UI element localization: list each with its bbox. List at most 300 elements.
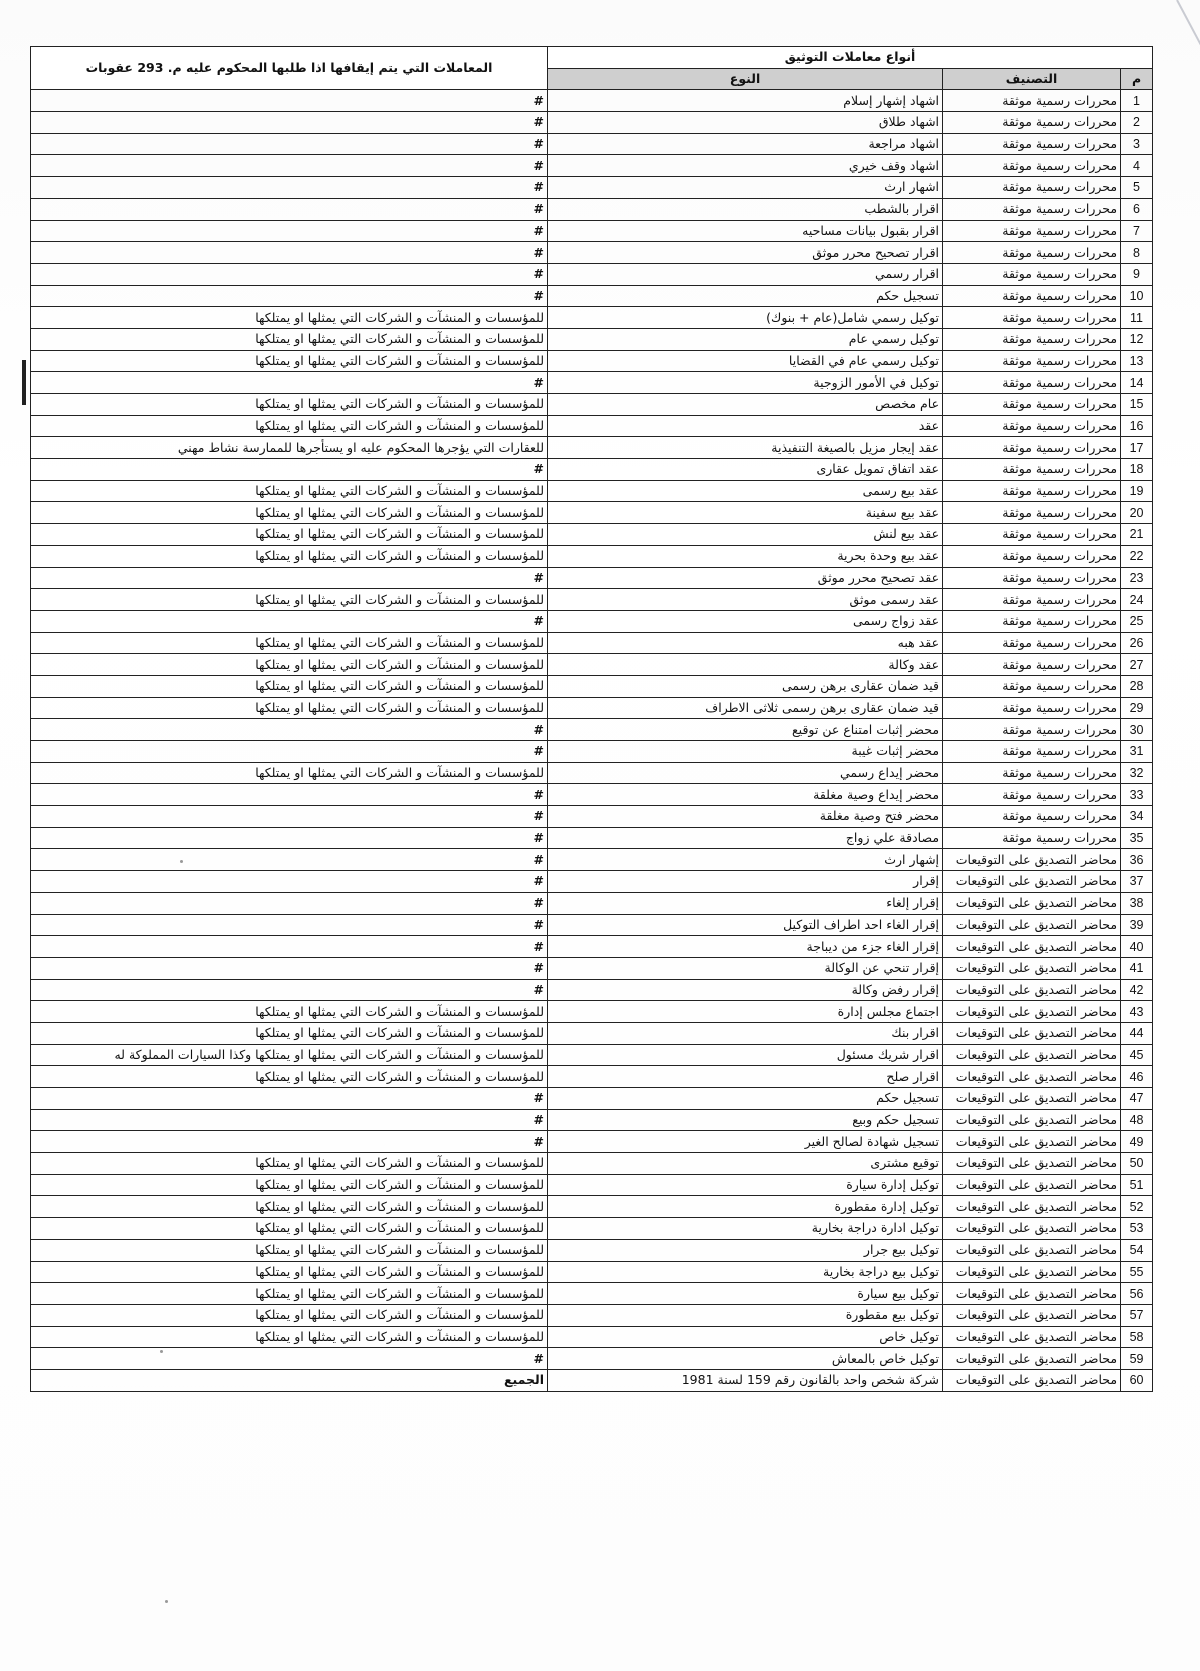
row-classification: محاضر التصديق على التوقيعات: [943, 957, 1121, 979]
row-number: 1: [1121, 90, 1153, 112]
table-row: [31, 979, 1153, 1001]
row-type: عقد بيع لنش: [548, 524, 943, 546]
row-number: 60: [1121, 1369, 1153, 1391]
table-row: [31, 936, 1153, 958]
row-classification: محررات رسمية موثقة: [943, 459, 1121, 481]
row-type: عقد رسمى موثق: [548, 589, 943, 611]
row-number: 19: [1121, 480, 1153, 502]
table-row: [31, 1326, 1153, 1348]
row-classification: محررات رسمية موثقة: [943, 480, 1121, 502]
row-type: إقرار إلغاء: [548, 892, 943, 914]
table-row: [31, 90, 1153, 112]
table-row: [31, 459, 1153, 481]
row-number: 43: [1121, 1001, 1153, 1023]
row-number: 51: [1121, 1174, 1153, 1196]
row-suspension-note: #: [31, 827, 548, 849]
table-row: [31, 263, 1153, 285]
row-number: 29: [1121, 697, 1153, 719]
table-row: [31, 1153, 1153, 1175]
row-number: 34: [1121, 806, 1153, 828]
row-classification: محررات رسمية موثقة: [943, 806, 1121, 828]
row-classification: محاضر التصديق على التوقيعات: [943, 1326, 1121, 1348]
table-row: [31, 675, 1153, 697]
row-suspension-note: للمؤسسات و المنشآت و الشركات التي يمثلها او يمتلكها: [31, 1283, 548, 1305]
row-classification: محاضر التصديق على التوقيعات: [943, 1239, 1121, 1261]
row-number: 55: [1121, 1261, 1153, 1283]
row-type: توكيل بيع دراجة بخارية: [548, 1261, 943, 1283]
table-row: [31, 784, 1153, 806]
row-number: 45: [1121, 1044, 1153, 1066]
table-row: [31, 242, 1153, 264]
table-row: [31, 697, 1153, 719]
table-row: [31, 1348, 1153, 1370]
row-number: 9: [1121, 263, 1153, 285]
row-classification: محاضر التصديق على التوقيعات: [943, 1088, 1121, 1110]
row-number: 3: [1121, 133, 1153, 155]
row-number: 37: [1121, 871, 1153, 893]
row-classification: محررات رسمية موثقة: [943, 285, 1121, 307]
row-suspension-note: للمؤسسات و المنشآت و الشركات التي يمثلها او يمتلكها: [31, 1066, 548, 1088]
table-row: [31, 524, 1153, 546]
row-number: 36: [1121, 849, 1153, 871]
row-suspension-note: للمؤسسات و المنشآت و الشركات التي يمثلها او يمتلكها: [31, 1174, 548, 1196]
row-type: قيد ضمان عقارى برهن رسمى: [548, 675, 943, 697]
types-header: أنواع معاملات التوثيق: [548, 47, 1153, 69]
row-classification: محررات رسمية موثقة: [943, 133, 1121, 155]
row-suspension-note: #: [31, 1109, 548, 1131]
row-type: اشهاد مراجعة: [548, 133, 943, 155]
row-number: 48: [1121, 1109, 1153, 1131]
table-row: [31, 480, 1153, 502]
row-type: توكيل إدارة سيارة: [548, 1174, 943, 1196]
row-type: توكيل إدارة مقطورة: [548, 1196, 943, 1218]
row-suspension-note: #: [31, 1088, 548, 1110]
row-suspension-note: #: [31, 177, 548, 199]
row-type: توقيع مشترى: [548, 1153, 943, 1175]
row-number: 41: [1121, 957, 1153, 979]
row-suspension-note: للمؤسسات و المنشآت و الشركات التي يمثلها او يمتلكها: [31, 632, 548, 654]
scan-speck: [180, 860, 183, 863]
row-number: 16: [1121, 415, 1153, 437]
row-classification: محاضر التصديق على التوقيعات: [943, 1348, 1121, 1370]
row-classification: محررات رسمية موثقة: [943, 719, 1121, 741]
row-suspension-note: #: [31, 806, 548, 828]
row-suspension-note: #: [31, 220, 548, 242]
row-number: 2: [1121, 112, 1153, 134]
row-type: توكيل ادارة دراجة بخارية: [548, 1218, 943, 1240]
table-row: [31, 1369, 1153, 1391]
table-row: [31, 892, 1153, 914]
row-number: 39: [1121, 914, 1153, 936]
row-type: توكيل بيع مقطورة: [548, 1304, 943, 1326]
row-suspension-note: للمؤسسات و المنشآت و الشركات التي يمثلها او يمتلكها: [31, 762, 548, 784]
row-classification: محررات رسمية موثقة: [943, 741, 1121, 763]
table-row: [31, 415, 1153, 437]
table-row: [31, 198, 1153, 220]
row-number: 47: [1121, 1088, 1153, 1110]
table-row: [31, 762, 1153, 784]
table-row: [31, 914, 1153, 936]
row-number: 23: [1121, 567, 1153, 589]
row-number: 40: [1121, 936, 1153, 958]
row-classification: محررات رسمية موثقة: [943, 415, 1121, 437]
row-type: إشهار ارث: [548, 849, 943, 871]
row-suspension-note: للمؤسسات و المنشآت و الشركات التي يمثلها او يمتلكها: [31, 394, 548, 416]
column-header-type: النوع: [548, 68, 943, 90]
row-classification: محررات رسمية موثقة: [943, 372, 1121, 394]
row-number: 32: [1121, 762, 1153, 784]
row-type: اقرار تصحيح محرر موثق: [548, 242, 943, 264]
table-row: [31, 1261, 1153, 1283]
table-row: [31, 177, 1153, 199]
row-suspension-note: #: [31, 90, 548, 112]
row-number: 52: [1121, 1196, 1153, 1218]
row-suspension-note: #: [31, 459, 548, 481]
row-type: محضر فتح وصية مغلقة: [548, 806, 943, 828]
row-classification: محاضر التصديق على التوقيعات: [943, 936, 1121, 958]
row-classification: محررات رسمية موثقة: [943, 827, 1121, 849]
row-classification: محاضر التصديق على التوقيعات: [943, 1283, 1121, 1305]
row-number: 17: [1121, 437, 1153, 459]
table-body: [31, 90, 1153, 1391]
table-row: [31, 827, 1153, 849]
row-type: إقرار: [548, 871, 943, 893]
row-type: توكيل رسمي عام: [548, 328, 943, 350]
row-suspension-note: للعقارات التي يؤجرها المحكوم عليه او يستأجرها للممارسة نشاط مهني: [31, 437, 548, 459]
row-number: 13: [1121, 350, 1153, 372]
table-row: [31, 719, 1153, 741]
table-row: [31, 112, 1153, 134]
row-number: 24: [1121, 589, 1153, 611]
row-number: 12: [1121, 328, 1153, 350]
table-row: [31, 545, 1153, 567]
row-type: شركة شخص واحد بالقانون رقم 159 لسنة 1981: [548, 1369, 943, 1391]
row-classification: محررات رسمية موثقة: [943, 654, 1121, 676]
row-type: اشهاد وقف خيري: [548, 155, 943, 177]
row-type: عقد إيجار مزيل بالصيغة التنفيذية: [548, 437, 943, 459]
row-classification: محاضر التصديق على التوقيعات: [943, 1218, 1121, 1240]
table-row: [31, 806, 1153, 828]
row-number: 38: [1121, 892, 1153, 914]
row-number: 31: [1121, 741, 1153, 763]
row-number: 50: [1121, 1153, 1153, 1175]
row-type: عقد بيع وحدة بحرية: [548, 545, 943, 567]
row-number: 27: [1121, 654, 1153, 676]
row-suspension-note: للمؤسسات و المنشآت و الشركات التي يمثلها او يمتلكها: [31, 589, 548, 611]
suspended-transactions-header: المعاملات التي يتم إيقافها اذا طلبها المحكوم عليه م. 293 عقوبات: [31, 47, 548, 90]
row-classification: محاضر التصديق على التوقيعات: [943, 892, 1121, 914]
row-number: 7: [1121, 220, 1153, 242]
row-suspension-note: للمؤسسات و المنشآت و الشركات التي يمثلها او يمتلكها: [31, 328, 548, 350]
row-type: اشهاد إشهار إسلام: [548, 90, 943, 112]
row-classification: محاضر التصديق على التوقيعات: [943, 1044, 1121, 1066]
row-classification: محررات رسمية موثقة: [943, 697, 1121, 719]
row-type: عقد زواج رسمى: [548, 610, 943, 632]
table-row: [31, 1218, 1153, 1240]
table-row: [31, 610, 1153, 632]
row-type: توكيل خاص: [548, 1326, 943, 1348]
row-suspension-note: #: [31, 849, 548, 871]
row-type: توكيل رسمي شامل(عام + بنوك): [548, 307, 943, 329]
row-suspension-note: للمؤسسات و المنشآت و الشركات التي يمثلها او يمتلكها: [31, 1304, 548, 1326]
row-suspension-note: #: [31, 1131, 548, 1153]
table-row: [31, 567, 1153, 589]
table-row: [31, 871, 1153, 893]
row-suspension-note: للمؤسسات و المنشآت و الشركات التي يمثلها او يمتلكها: [31, 654, 548, 676]
table-row: [31, 155, 1153, 177]
row-suspension-note: #: [31, 936, 548, 958]
row-number: 4: [1121, 155, 1153, 177]
row-classification: محررات رسمية موثقة: [943, 502, 1121, 524]
row-classification: محاضر التصديق على التوقيعات: [943, 1369, 1121, 1391]
row-number: 42: [1121, 979, 1153, 1001]
table-row: [31, 1239, 1153, 1261]
row-suspension-note: الجميع: [31, 1369, 548, 1391]
notarization-transactions-table: [30, 46, 1153, 1392]
row-classification: محررات رسمية موثقة: [943, 90, 1121, 112]
row-type: عقد اتفاق تمويل عقارى: [548, 459, 943, 481]
row-type: مصادقة علي زواج: [548, 827, 943, 849]
row-suspension-note: للمؤسسات و المنشآت و الشركات التي يمثلها او يمتلكها: [31, 675, 548, 697]
row-number: 58: [1121, 1326, 1153, 1348]
row-number: 46: [1121, 1066, 1153, 1088]
row-classification: محررات رسمية موثقة: [943, 675, 1121, 697]
row-suspension-note: #: [31, 741, 548, 763]
row-suspension-note: للمؤسسات و المنشآت و الشركات التي يمثلها او يمتلكها: [31, 1153, 548, 1175]
row-classification: محررات رسمية موثقة: [943, 589, 1121, 611]
row-type: اقرار صلح: [548, 1066, 943, 1088]
table-row: [31, 957, 1153, 979]
row-type: عقد بيع سفينة: [548, 502, 943, 524]
row-classification: محاضر التصديق على التوقيعات: [943, 871, 1121, 893]
table-row: [31, 307, 1153, 329]
row-type: محضر إثبات غيبة: [548, 741, 943, 763]
row-number: 22: [1121, 545, 1153, 567]
row-suspension-note: #: [31, 610, 548, 632]
row-suspension-note: للمؤسسات و المنشآت و الشركات التي يمثلها او يمتلكها: [31, 1196, 548, 1218]
row-classification: محاضر التصديق على التوقيعات: [943, 1001, 1121, 1023]
row-type: إقرار تنحي عن الوكالة: [548, 957, 943, 979]
table-row: [31, 1283, 1153, 1305]
row-suspension-note: #: [31, 1348, 548, 1370]
row-classification: محررات رسمية موثقة: [943, 112, 1121, 134]
row-classification: محاضر التصديق على التوقيعات: [943, 1131, 1121, 1153]
row-suspension-note: #: [31, 285, 548, 307]
row-number: 25: [1121, 610, 1153, 632]
row-suspension-note: #: [31, 263, 548, 285]
row-suspension-note: #: [31, 719, 548, 741]
row-number: 33: [1121, 784, 1153, 806]
scan-margin-mark: [22, 360, 26, 405]
row-type: اجتماع مجلس إدارة: [548, 1001, 943, 1023]
row-type: تسجيل حكم: [548, 285, 943, 307]
row-suspension-note: #: [31, 892, 548, 914]
row-number: 54: [1121, 1239, 1153, 1261]
table-row: [31, 1066, 1153, 1088]
row-type: اشهاد طلاق: [548, 112, 943, 134]
scan-speck: [160, 1350, 163, 1353]
row-suspension-note: للمؤسسات و المنشآت و الشركات التي يمثلها او يمتلكها: [31, 1218, 548, 1240]
row-suspension-note: #: [31, 914, 548, 936]
row-classification: محاضر التصديق على التوقيعات: [943, 1022, 1121, 1044]
row-type: محضر إيداع رسمي: [548, 762, 943, 784]
row-type: عقد بيع رسمى: [548, 480, 943, 502]
table-row: [31, 1304, 1153, 1326]
row-number: 57: [1121, 1304, 1153, 1326]
row-suspension-note: للمؤسسات و المنشآت و الشركات التي يمثلها او يمتلكها: [31, 502, 548, 524]
table-row: [31, 285, 1153, 307]
row-type: توكيل بيع جرار: [548, 1239, 943, 1261]
row-type: إقرار الغاء جزء من ديباجة: [548, 936, 943, 958]
row-type: توكيل في الأمور الزوجية: [548, 372, 943, 394]
scan-speck: [165, 1600, 168, 1603]
table-row: [31, 1088, 1153, 1110]
row-type: توكيل رسمي عام في القضايا: [548, 350, 943, 372]
table-row: [31, 1109, 1153, 1131]
row-classification: محاضر التصديق على التوقيعات: [943, 914, 1121, 936]
row-number: 11: [1121, 307, 1153, 329]
table-row: [31, 849, 1153, 871]
row-number: 5: [1121, 177, 1153, 199]
row-classification: محررات رسمية موثقة: [943, 263, 1121, 285]
row-classification: محاضر التصديق على التوقيعات: [943, 849, 1121, 871]
row-type: تسجيل حكم: [548, 1088, 943, 1110]
row-classification: محررات رسمية موثقة: [943, 242, 1121, 264]
row-type: عام مخصص: [548, 394, 943, 416]
row-number: 35: [1121, 827, 1153, 849]
row-classification: محررات رسمية موثقة: [943, 567, 1121, 589]
row-number: 14: [1121, 372, 1153, 394]
row-suspension-note: #: [31, 155, 548, 177]
row-classification: محاضر التصديق على التوقيعات: [943, 1174, 1121, 1196]
row-number: 6: [1121, 198, 1153, 220]
row-suspension-note: للمؤسسات و المنشآت و الشركات التي يمثلها او يمتلكها: [31, 545, 548, 567]
table-row: [31, 372, 1153, 394]
row-classification: محاضر التصديق على التوقيعات: [943, 979, 1121, 1001]
row-number: 28: [1121, 675, 1153, 697]
row-classification: محاضر التصديق على التوقيعات: [943, 1066, 1121, 1088]
row-number: 30: [1121, 719, 1153, 741]
row-type: اقرار شريك مسئول: [548, 1044, 943, 1066]
table-row: [31, 133, 1153, 155]
row-number: 49: [1121, 1131, 1153, 1153]
table-row: [31, 328, 1153, 350]
row-suspension-note: للمؤسسات و المنشآت و الشركات التي يمثلها او يمتلكها: [31, 350, 548, 372]
row-suspension-note: للمؤسسات و المنشآت و الشركات التي يمثلها او يمتلكها: [31, 524, 548, 546]
row-suspension-note: للمؤسسات و المنشآت و الشركات التي يمثلها او يمتلكها: [31, 1239, 548, 1261]
row-suspension-note: #: [31, 372, 548, 394]
row-classification: محررات رسمية موثقة: [943, 545, 1121, 567]
table-row: [31, 741, 1153, 763]
row-number: 59: [1121, 1348, 1153, 1370]
row-classification: محررات رسمية موثقة: [943, 394, 1121, 416]
row-classification: محاضر التصديق على التوقيعات: [943, 1261, 1121, 1283]
row-classification: محاضر التصديق على التوقيعات: [943, 1196, 1121, 1218]
row-classification: محاضر التصديق على التوقيعات: [943, 1109, 1121, 1131]
row-suspension-note: #: [31, 784, 548, 806]
column-header-classification: التصنيف: [943, 68, 1121, 90]
row-type: اقرار بنك: [548, 1022, 943, 1044]
table-row: [31, 1044, 1153, 1066]
row-type: تسجيل شهادة لصالح الغير: [548, 1131, 943, 1153]
row-type: محضر إيداع وصية مغلقة: [548, 784, 943, 806]
row-suspension-note: للمؤسسات و المنشآت و الشركات التي يمثلها او يمتلكها: [31, 1261, 548, 1283]
row-suspension-note: للمؤسسات و المنشآت و الشركات التي يمثلها او يمتلكها: [31, 480, 548, 502]
row-number: 15: [1121, 394, 1153, 416]
table-row: [31, 1196, 1153, 1218]
row-suspension-note: #: [31, 979, 548, 1001]
row-classification: محررات رسمية موثقة: [943, 610, 1121, 632]
row-type: عقد: [548, 415, 943, 437]
row-number: 21: [1121, 524, 1153, 546]
row-suspension-note: للمؤسسات و المنشآت و الشركات التي يمثلها او يمتلكها: [31, 697, 548, 719]
table-row: [31, 1131, 1153, 1153]
row-type: اقرار بالشطب: [548, 198, 943, 220]
row-suspension-note: #: [31, 133, 548, 155]
row-suspension-note: #: [31, 957, 548, 979]
row-classification: محررات رسمية موثقة: [943, 328, 1121, 350]
row-classification: محررات رسمية موثقة: [943, 220, 1121, 242]
row-suspension-note: للمؤسسات و المنشآت و الشركات التي يمثلها او يمتلكها وكذا السيارات المملوكة له: [31, 1044, 548, 1066]
table-row: [31, 1022, 1153, 1044]
row-number: 44: [1121, 1022, 1153, 1044]
row-suspension-note: للمؤسسات و المنشآت و الشركات التي يمثلها او يمتلكها: [31, 307, 548, 329]
row-classification: محررات رسمية موثقة: [943, 155, 1121, 177]
row-number: 53: [1121, 1218, 1153, 1240]
row-number: 20: [1121, 502, 1153, 524]
column-header-number: م: [1121, 68, 1153, 90]
row-classification: محاضر التصديق على التوقيعات: [943, 1304, 1121, 1326]
row-classification: محررات رسمية موثقة: [943, 632, 1121, 654]
row-number: 8: [1121, 242, 1153, 264]
row-classification: محررات رسمية موثقة: [943, 307, 1121, 329]
row-suspension-note: #: [31, 567, 548, 589]
row-classification: محررات رسمية موثقة: [943, 784, 1121, 806]
table-row: [31, 350, 1153, 372]
row-type: إقرار الغاء احد اطراف التوكيل: [548, 914, 943, 936]
row-classification: محاضر التصديق على التوقيعات: [943, 1153, 1121, 1175]
row-type: قيد ضمان عقارى برهن رسمى ثلاثى الاطراف: [548, 697, 943, 719]
row-number: 26: [1121, 632, 1153, 654]
table-row: [31, 1001, 1153, 1023]
row-suspension-note: للمؤسسات و المنشآت و الشركات التي يمثلها او يمتلكها: [31, 415, 548, 437]
table-row: [31, 220, 1153, 242]
row-suspension-note: #: [31, 242, 548, 264]
row-classification: محررات رسمية موثقة: [943, 198, 1121, 220]
table-row: [31, 394, 1153, 416]
row-suspension-note: للمؤسسات و المنشآت و الشركات التي يمثلها او يمتلكها: [31, 1326, 548, 1348]
row-type: اقرار بقبول بيانات مساحيه: [548, 220, 943, 242]
row-type: اقرار رسمي: [548, 263, 943, 285]
row-classification: محررات رسمية موثقة: [943, 762, 1121, 784]
row-suspension-note: للمؤسسات و المنشآت و الشركات التي يمثلها او يمتلكها: [31, 1001, 548, 1023]
row-type: محضر إثبات امتناع عن توقيع: [548, 719, 943, 741]
row-classification: محررات رسمية موثقة: [943, 177, 1121, 199]
table-row: [31, 437, 1153, 459]
row-type: عقد هبه: [548, 632, 943, 654]
row-type: تسجيل حكم وبيع: [548, 1109, 943, 1131]
table-row: [31, 502, 1153, 524]
row-type: إقرار رفض وكالة: [548, 979, 943, 1001]
row-type: عقد وكالة: [548, 654, 943, 676]
row-suspension-note: #: [31, 198, 548, 220]
row-classification: محررات رسمية موثقة: [943, 437, 1121, 459]
row-suspension-note: #: [31, 112, 548, 134]
row-type: توكيل خاص بالمعاش: [548, 1348, 943, 1370]
row-suspension-note: #: [31, 871, 548, 893]
row-number: 18: [1121, 459, 1153, 481]
row-number: 10: [1121, 285, 1153, 307]
